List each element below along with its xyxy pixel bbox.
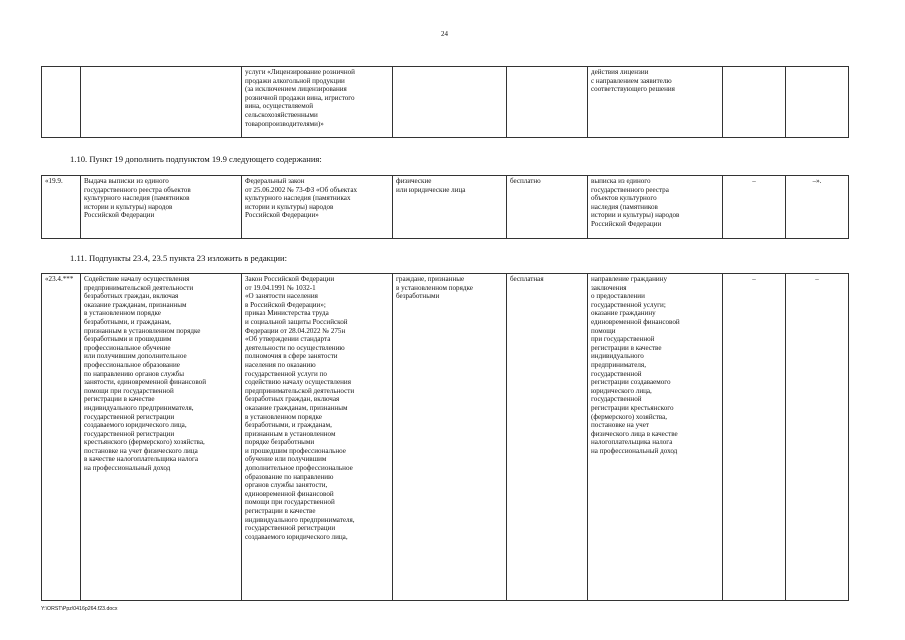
cell-result: выписка из единого государственного реестра объектов культурного наследия (памятников истории и культуры) народов Российской Федерации xyxy=(588,176,723,239)
cell-recipients xyxy=(393,67,507,138)
table-19-9 xyxy=(41,175,849,239)
cell-cost xyxy=(507,67,588,138)
cell-recipients: физические или юридические лица xyxy=(393,176,507,239)
cell-number xyxy=(42,67,81,138)
cell-service-name xyxy=(81,67,242,138)
cell-cost: бесплатно xyxy=(507,176,588,239)
cell-col8: – xyxy=(786,274,849,601)
cell-number: «23.4.*** xyxy=(42,274,81,601)
cell-col8 xyxy=(786,67,849,138)
footer-file-path: Y:\ORST\Ppz\0416p264.f23.docx xyxy=(41,606,118,612)
cell-legal-basis: Федеральный закон от 25.06.2002 № 73-ФЗ «Об объектах культурного наследия (памятниках истории и культуры) народов Российской Федерации» xyxy=(242,176,393,239)
cell-col7: – xyxy=(723,274,786,601)
cell-result: направление гражданину заключения о предоставлении государственной услуги; оказание гражданину единовременной финансовой помощи при государственной регистрации в качестве индивидуального предпринимателя, государственной регистрации создаваемого юридического лица, государственной регистрации крестьянского (фермерского) хозяйства, постановке на учет физического лица в качестве налогоплательщика налога на профессиональный доход xyxy=(588,274,723,601)
cell-result: действия лицензии с направлением заявителю соответствующего решения xyxy=(588,67,723,138)
cell-recipients: граждане, признанные в установленном порядке безработными xyxy=(393,274,507,601)
table-row xyxy=(42,176,849,239)
cell-cost: бесплатная xyxy=(507,274,588,601)
section-heading-1-11: 1.11. Подпункты 23.4, 23.5 пункта 23 изложить в редакции: xyxy=(70,253,287,263)
table-23-4 xyxy=(41,273,849,601)
table-continuation xyxy=(41,66,849,138)
cell-legal-basis: Закон Российской Федерации от 19.04.1991 № 1032-1 «О занятости населения в Российской Федерации»; приказ Министерства труда и социальной защиты Российской Федерации от 28.04.2022 № 275н «Об утверждении стандарта деятельности по осуществлению полномочия в сфере занятости населения по оказанию государственной услуги по содействию началу осуществления предпринимательской деятельности безработных граждан, включая оказание гражданам, признанным в установленном порядке безработными, и гражданам, признанным в установленном порядке безработными и прошедшим профессиональное обучение или получившим дополнительное профессиональное образование по направлению органов службы занятости, единовременной финансовой помощи при государственной регистрации в качестве индивидуального предпринимателя, государственной регистрации создаваемого юридического лица, xyxy=(242,274,393,601)
cell-service-name: Выдача выписки из единого государственного реестра объектов культурного наследия (памятников истории и культуры) народов Российской Федерации xyxy=(81,176,242,239)
cell-col7: – xyxy=(723,176,786,239)
cell-legal-basis: услуги «Лицензирование розничной продажи алкогольной продукции (за исключением лицензирования розничной продажи вина, игристого вина, осуществляемой сельскохозяйственными товаропроизводителями)» xyxy=(242,67,393,138)
cell-number: «19.9. xyxy=(42,176,81,239)
table-row xyxy=(42,274,849,601)
table-row xyxy=(42,67,849,138)
cell-service-name: Содействие началу осуществления предпринимательской деятельности безработных граждан, включая оказание гражданам, признанным в установленном порядке безработными, и гражданам, признанным в установленном порядке безработными и прошедшим профессиональное обучение или получившим дополнительное профессиональное образование по направлению органов службы занятости, единовременной финансовой помощи при государственной регистрации в качестве индивидуального предпринимателя, государственной регистрации создаваемого юридического лица, государственной регистрации крестьянского (фермерского) хозяйства, постановке на учет физического лица в качестве налогоплательщика налога на профессиональный доход xyxy=(81,274,242,601)
cell-col7 xyxy=(723,67,786,138)
cell-col8: –». xyxy=(786,176,849,239)
section-heading-1-10: 1.10. Пункт 19 дополнить подпунктом 19.9 следующего содержания: xyxy=(70,154,322,164)
page-number: 24 xyxy=(441,30,448,38)
